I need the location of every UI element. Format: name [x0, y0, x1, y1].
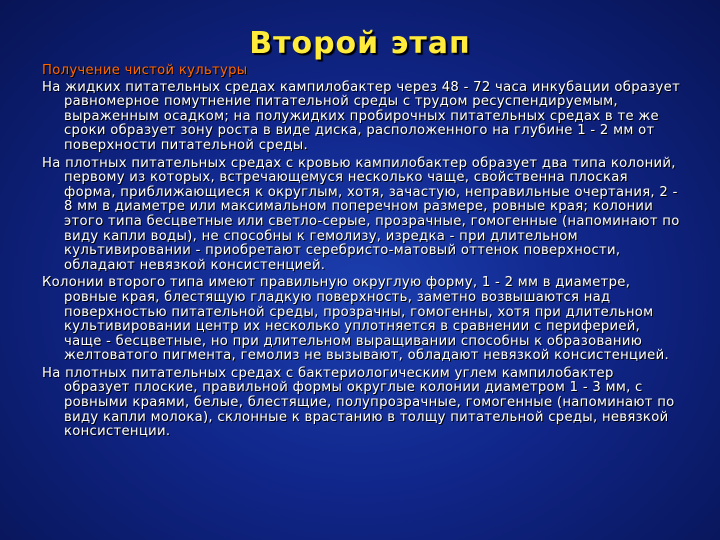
slide-body	[42, 64, 682, 443]
paragraph-charcoal-media: На плотных питательных средах с бактериологическим углем кампилобактер образует плоские, правильной формы округлые колонии диаметром 1 - 3 мм, с ровными краями, белые, блестящие, полупрозрачные, гомогенные (напоминают по виду капли молока), склонные к врастанию в толщу питательной среды, невязкой консистенции.	[42, 365, 675, 440]
paragraph-blood-media: На плотных питательных средах с кровью кампилобактер образует два типа колоний, первому из которых, встречающемуся несколько чаще, свойственна плоская форма, приближающиеся к округлым, хотя, зачастую, неправильные очертания, 2 - 8 мм в диаметре или максимальном поперечном размере, ровные края; колонии этого типа бесцветные или светло-серые, прозрачные, гомогенные (напоминают по виду капли воды), не способны к гемолизу, изредка - при длительном культивировании - приобретают серебристо-матовый оттенок поверхности, обладают невязкой консистенцией.	[42, 155, 680, 273]
paragraph-second-colony-type: Колонии второго типа имеют правильную округлую форму, 1 - 2 мм в диаметре, ровные края, блестящую гладкую поверхность, заметно возвышаются над поверхностью питательной среды, прозрачны, гомогенны, хотя при длительном культивировании центр их несколько уплотняется в сравнении с периферией, чаще - бесцветные, но при длительном выращивании способны к образованию желтоватого пигмента, гемолиз не вызывают, обладают невязкой консистенцией.	[42, 275, 669, 364]
paragraph-liquid-media: На жидких питательных средах кампилобактер через 48 - 72 часа инкубации образует равномерное помутнение питательной среды с трудом ресуспендируемым, выраженным осадком; на полужидких пробирочных питательных средах в те же сроки образует зону роста в виде диска, расположенного на глубине 1 - 2 мм от поверхности питательной среды.	[42, 79, 681, 153]
slide-title: Второй этап	[249, 26, 471, 61]
slide-subtitle: Получение чистой культуры	[42, 63, 248, 78]
